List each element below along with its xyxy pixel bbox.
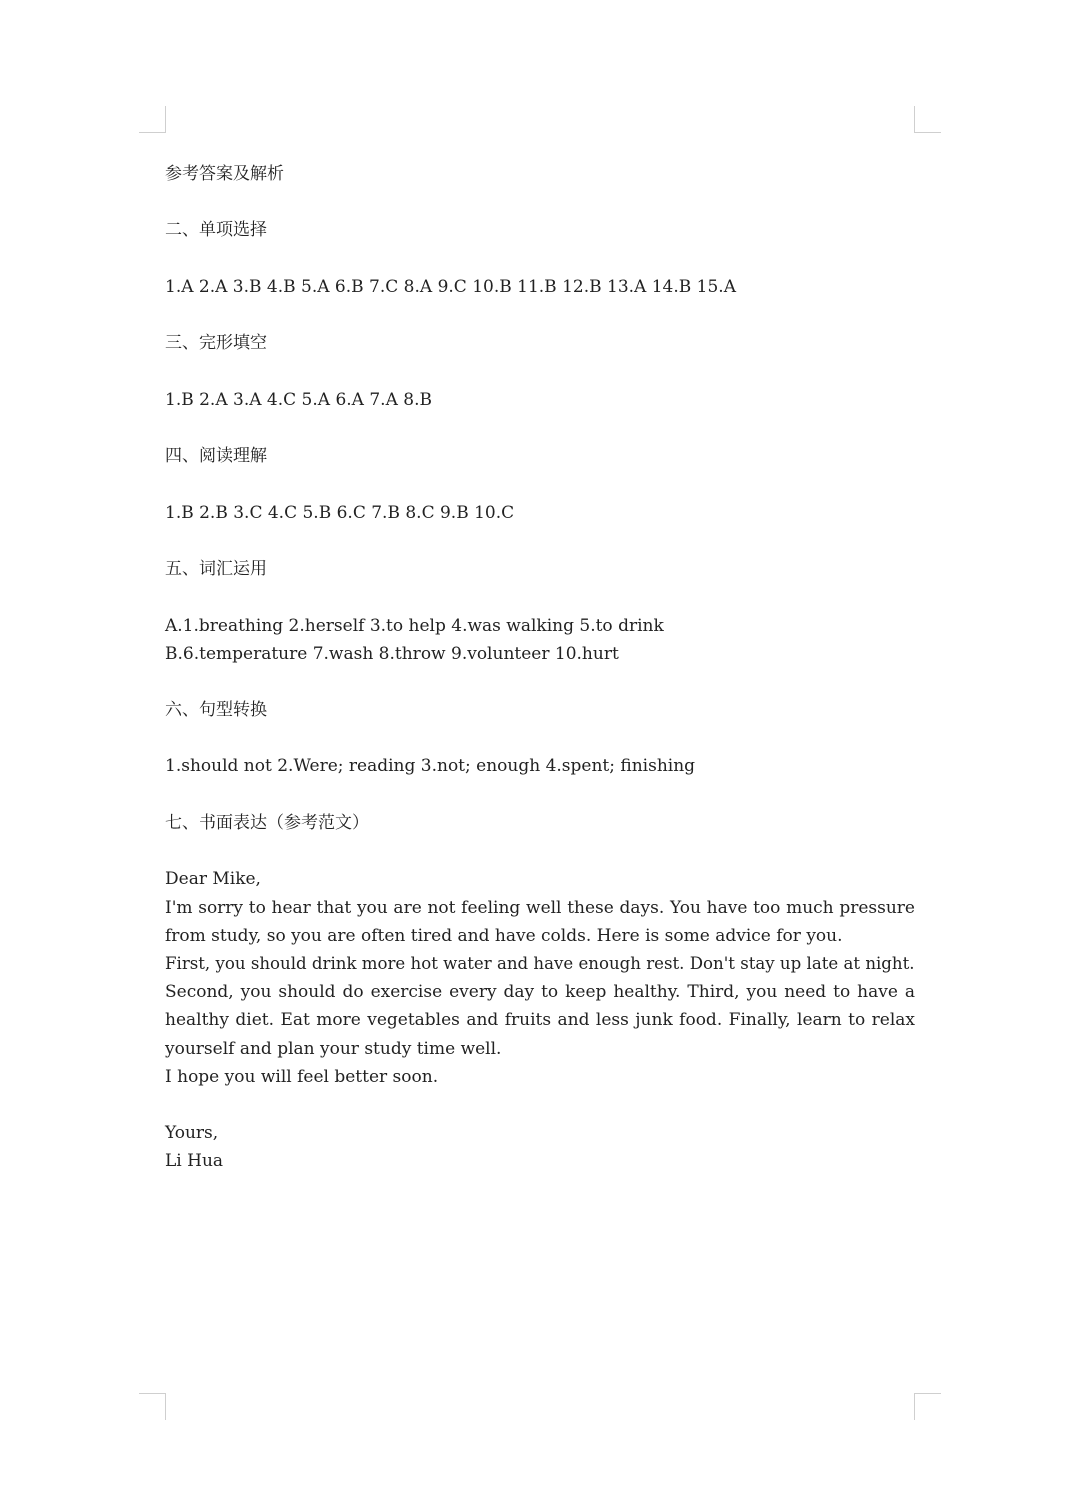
letter-line: Second, you should do exercise every day to keep healthy. Third, you need to have a xyxy=(165,982,915,1002)
letter-line: First, you should drink more hot water and have enough rest. Don't stay up late at night. xyxy=(165,954,915,973)
section-heading-vocabulary: 五、词汇运用 xyxy=(165,559,267,579)
margin-corner-bottom-left xyxy=(139,1393,166,1420)
letter-line: I hope you will feel better soon. xyxy=(165,1067,439,1087)
answers-sentence-transform: 1.should not 2.Were; reading 3.not; enough 4.spent; finishing xyxy=(165,756,696,776)
section-heading-reading: 四、阅读理解 xyxy=(165,446,267,466)
letter-line: healthy diet. Eat more vegetables and fruits and less junk food. Finally, learn to relax xyxy=(165,1010,915,1030)
answers-cloze: 1.B 2.A 3.A 4.C 5.A 6.A 7.A 8.B xyxy=(165,390,432,410)
answers-single-choice: 1.A 2.A 3.B 4.B 5.A 6.B 7.C 8.A 9.C 10.B 11.B 12.B 13.A 14.B 15.A xyxy=(165,277,736,297)
margin-corner-top-right xyxy=(914,106,941,133)
margin-corner-top-left xyxy=(139,106,166,133)
answers-vocabulary-a: A.1.breathing 2.herself 3.to help 4.was walking 5.to drink xyxy=(165,616,664,636)
letter-signature: Li Hua xyxy=(165,1151,224,1171)
document-title: 参考答案及解析 xyxy=(165,164,284,184)
section-heading-sentence-transform: 六、句型转换 xyxy=(165,700,267,720)
answers-reading: 1.B 2.B 3.C 4.C 5.B 6.C 7.B 8.C 9.B 10.C xyxy=(165,503,515,523)
letter-closing: Yours, xyxy=(165,1123,219,1143)
answers-vocabulary-b: B.6.temperature 7.wash 8.throw 9.volunteer 10.hurt xyxy=(165,644,619,664)
letter-greeting: Dear Mike, xyxy=(165,869,261,889)
letter-line: I'm sorry to hear that you are not feeling well these days. You have too much pressure xyxy=(165,898,915,918)
margin-corner-bottom-right xyxy=(914,1393,941,1420)
section-heading-cloze: 三、完形填空 xyxy=(165,333,267,353)
section-heading-single-choice: 二、单项选择 xyxy=(165,220,267,240)
letter-line: from study, so you are often tired and have colds. Here is some advice for you. xyxy=(165,926,843,946)
section-heading-writing: 七、书面表达（参考范文） xyxy=(165,813,369,833)
letter-line: yourself and plan your study time well. xyxy=(165,1039,502,1059)
